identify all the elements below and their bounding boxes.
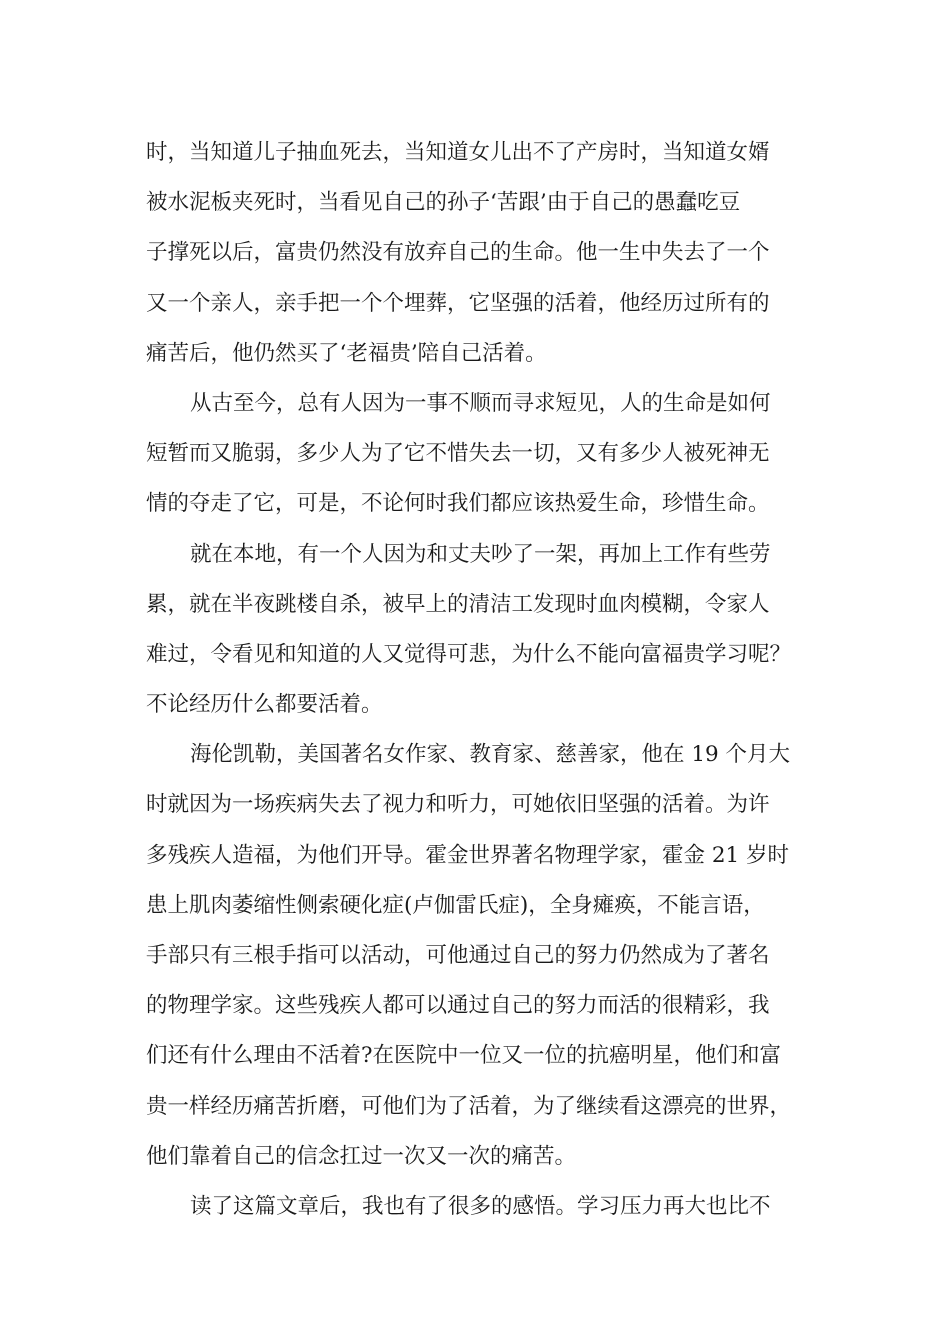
paragraph-start-line: 读了这篇文章后，我也有了很多的感悟。学习压力再大也比不 xyxy=(190,1193,771,1219)
text-line: 贵一样经历痛苦折磨，可他们为了活着，为了继续看这漂亮的世界， xyxy=(146,1093,792,1119)
text-line: 时就因为一场疾病失去了视力和听力，可她依旧坚强的活着。为许 xyxy=(146,792,770,818)
text-line: 短暂而又脆弱，多少人为了它不惜失去一切，又有多少人被死神无 xyxy=(146,441,770,467)
text-line: 手部只有三根手指可以活动，可他通过自己的努力仍然成为了著名 xyxy=(146,943,770,968)
paragraph-start-line: 从古至今，总有人因为一事不顺而寻求短见，人的生命是如何 xyxy=(190,390,771,416)
paragraph-start-line: 就在本地，有一个人因为和丈夫吵了一架，再加上工作有些劳 xyxy=(190,541,771,567)
text-line: 情的夺走了它，可是，不论何时我们都应该热爱生命，珍惜生命。 xyxy=(146,491,770,517)
text-line: 的物理学家。这些残疾人都可以通过自己的努力而活的很精彩，我 xyxy=(146,993,770,1019)
text-line: 他们靠着自己的信念扛过一次又一次的痛苦。 xyxy=(146,1143,577,1169)
text-line: 多残疾人造福，为他们开导。霍金世界著名物理学家，霍金 21 岁时 xyxy=(146,842,790,868)
text-line: 痛苦后，他仍然买了‘老福贵’陪自己活着。 xyxy=(146,340,547,366)
text-line: 不论经历什么都要活着。 xyxy=(146,692,383,718)
paragraph-start-line: 海伦凯勒，美国著名女作家、教育家、慈善家，他在 19 个月大 xyxy=(190,742,791,768)
text-line: 难过，令看见和知道的人又觉得可悲，为什么不能向富福贵学习呢？ xyxy=(146,641,792,667)
text-line: 患上肌肉萎缩性侧索硬化症(卢伽雷氏症)，全身瘫痪，不能言语， xyxy=(146,892,765,918)
text-line: 累，就在半夜跳楼自杀，被早上的清洁工发现时血肉模糊，令家人 xyxy=(146,591,770,617)
body-text xyxy=(146,128,826,1232)
text-line: 时，当知道儿子抽血死去，当知道女儿出不了产房时，当知道女婿 xyxy=(146,140,770,165)
text-line: 子撑死以后，富贵仍然没有放弃自己的生命。他一生中失去了一个 xyxy=(146,240,770,266)
text-line: 们还有什么理由不活着?在医院中一位又一位的抗癌明星，他们和富 xyxy=(146,1043,782,1069)
text-line: 又一个亲人，亲手把一个个埋葬，它坚强的活着，他经历过所有的 xyxy=(146,290,770,316)
text-line: 被水泥板夹死时，当看见自己的孙子‘苦跟’由于自己的愚蠢吃豆 xyxy=(146,190,741,216)
